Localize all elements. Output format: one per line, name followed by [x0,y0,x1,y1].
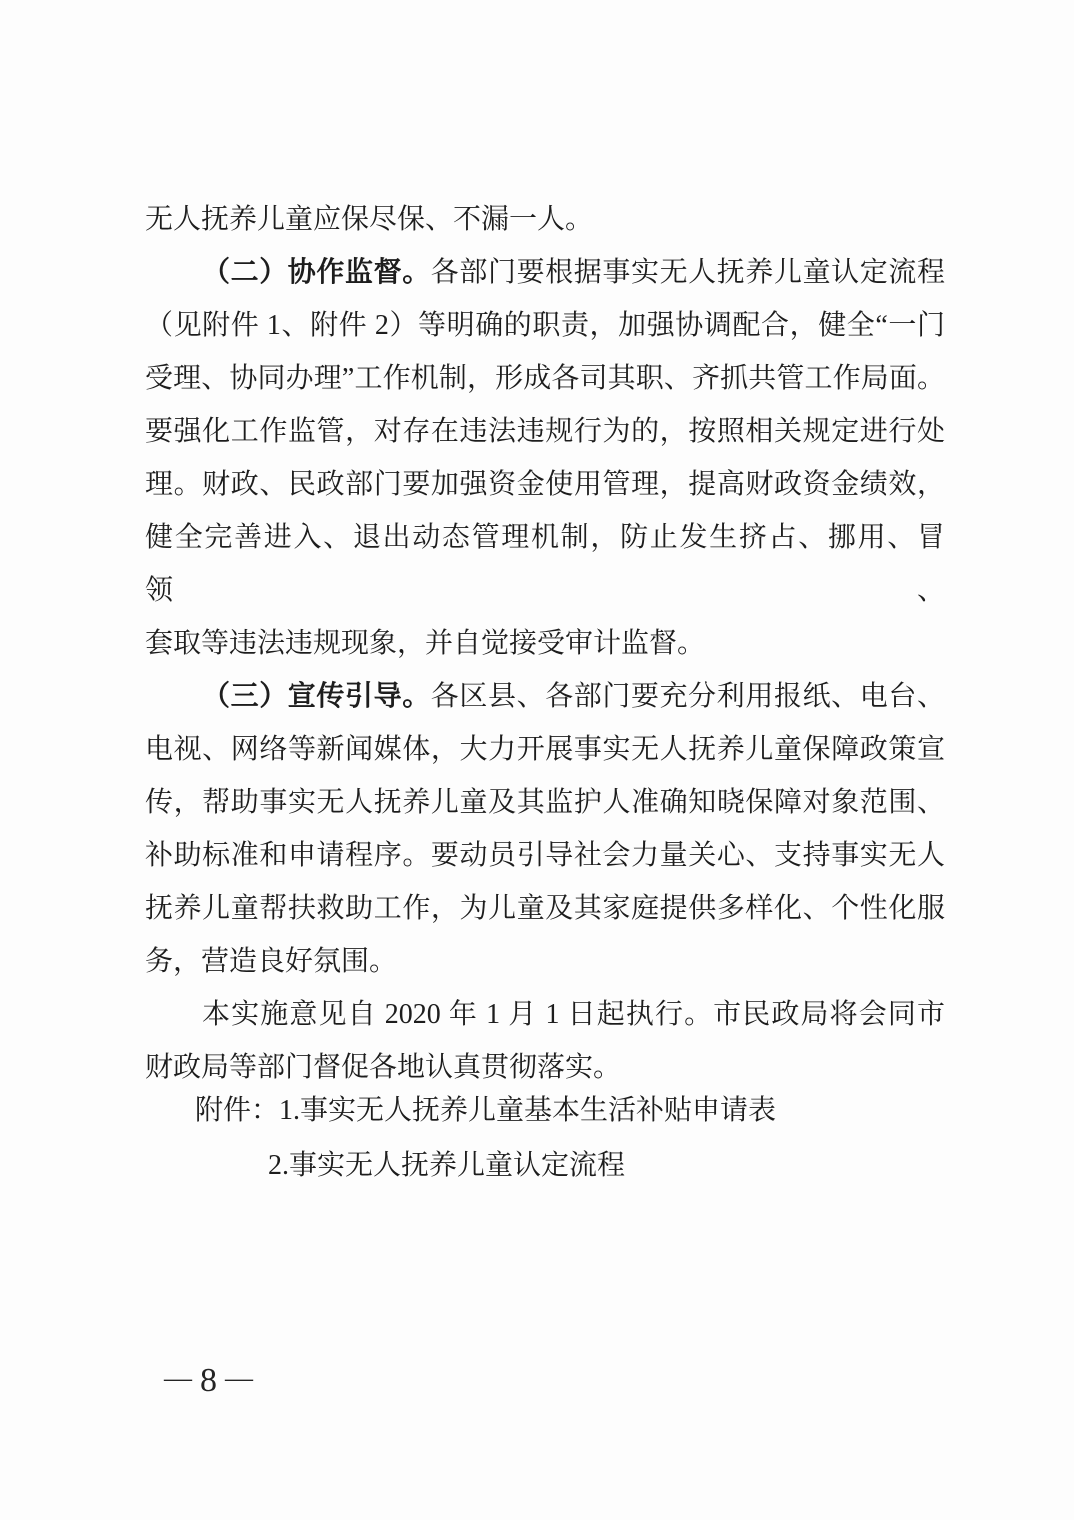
page-number-dash-right: — [225,1363,253,1394]
body-line: 传，帮助事实无人抚养儿童及其监护人准确知晓保障对象范围、 [145,787,945,818]
attachments-label: 附件： [195,1095,280,1126]
body-line: 补助标准和申请程序。要动员引导社会力量关心、支持事实无人 [145,840,945,871]
body-line: 健全完善进入、退出动态管理机制，防止发生挤占、挪用、冒领、 [145,522,945,606]
section-heading: （二）协作监督。 [202,257,431,288]
body-line: 要强化工作监管，对存在违法违规行为的，按照相关规定进行处 [145,416,945,447]
body-line-text: 各部门要根据事实无人抚养儿童认定流程 [430,257,945,288]
attachments-block [145,1083,945,1193]
attachment-line [145,1138,945,1193]
attachment-item: 1.事实无人抚养儿童基本生活补贴申请表 [279,1095,777,1126]
body-line: （见附件 1、附件 2）等明确的职责，加强协调配合，健全“一门 [145,310,945,341]
body-line: 无人抚养儿童应保尽保、不漏一人。 [145,204,594,235]
body-line: 本实施意见自 2020 年 1 月 1 日起执行。市民政局将会同市 [202,999,945,1030]
body-line: 抚养儿童帮扶救助工作，为儿童及其家庭提供多样化、个性化服 [145,893,945,924]
body-line: 理。财政、民政部门要加强资金使用管理，提高财政资金绩效， [145,469,945,500]
section-heading: （三）宣传引导。 [202,681,431,712]
body-line: 套取等违法违规现象，并自觉接受审计监督。 [145,628,706,659]
page-number [164,1362,253,1400]
body-line [145,246,945,299]
body-line [145,670,945,723]
document-body [145,193,945,1094]
body-line: 务，营造良好氛围。 [145,946,398,977]
body-line: 受理、协同办理”工作机制，形成各司其职、齐抓共管工作局面。 [145,363,945,394]
page-number-value: 8 [200,1362,217,1399]
body-line-text: 各区县、各部门要充分利用报纸、电台、 [430,681,945,712]
page-number-dash-left: — [164,1363,192,1394]
body-line: 财政局等部门督促各地认真贯彻落实。 [145,1052,622,1083]
body-line: 电视、网络等新闻媒体，大力开展事实无人抚养儿童保障政策宣 [145,734,945,765]
attachment-line [145,1083,945,1138]
attachment-item: 2.事实无人抚养儿童认定流程 [268,1150,626,1181]
